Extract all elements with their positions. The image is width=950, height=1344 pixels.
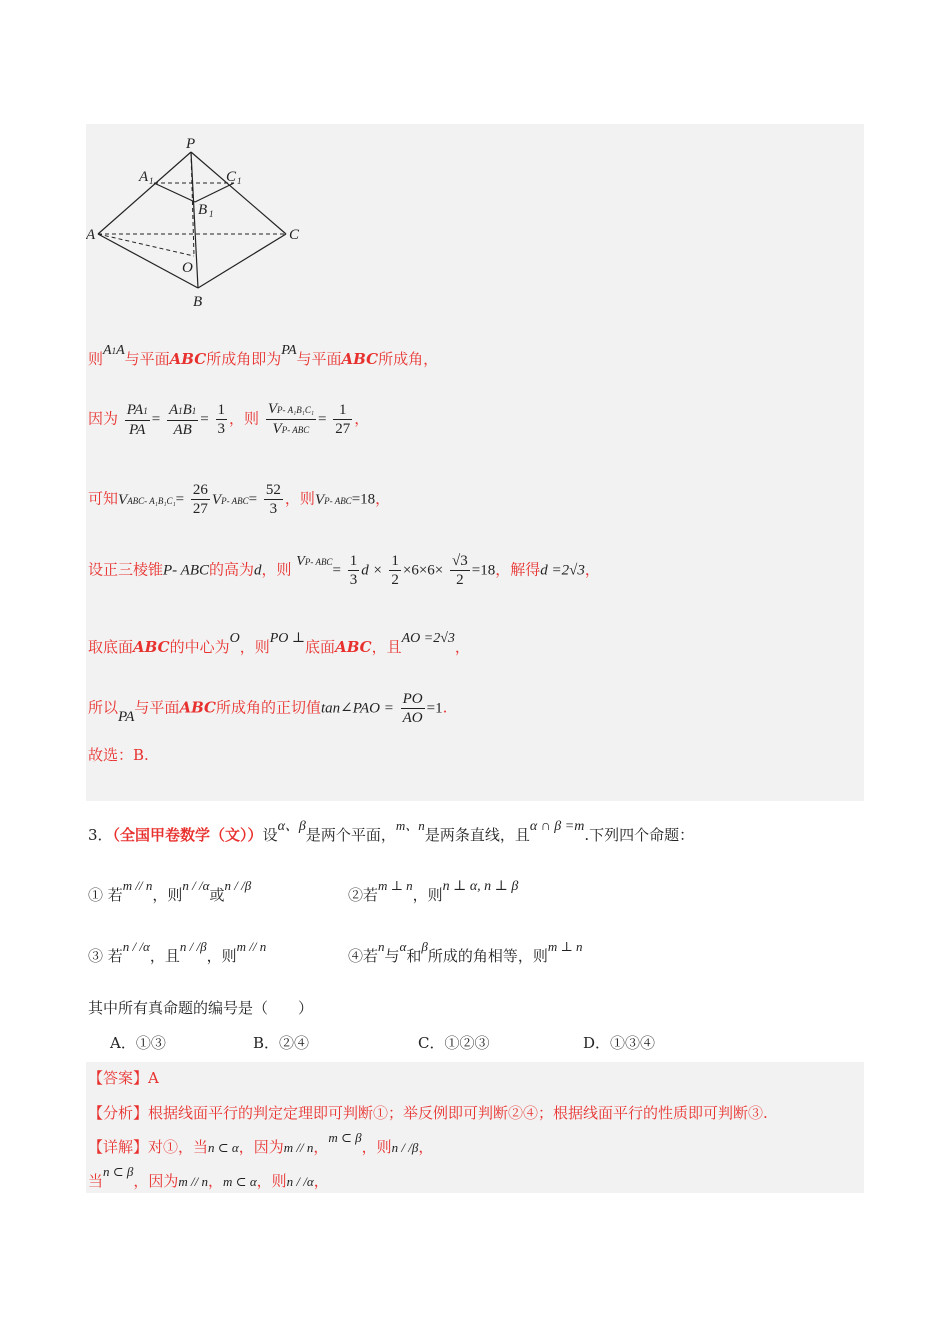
fraction-PO-AO: $\frac{PO}{AO}$ <box>402 691 423 726</box>
fraction-1-27: $\frac{1}{27}$ <box>335 402 351 437</box>
question-3-stem: 3．（全国甲卷数学（文））设α、β是两个平面，m、n是两条直线，且α ∩ β =m.下列四个命题： <box>88 818 695 844</box>
label-C1-sub: 1 <box>237 176 242 186</box>
label-A1: A <box>139 169 149 185</box>
proposition-2: ②若m ⊥ n，则n ⊥ α, n ⊥ β <box>348 878 519 904</box>
solution-line-6: 所以PA与平面ABC所成角的正切值tan∠PAO = $\frac{PO}{AO}$ =1. <box>88 691 448 726</box>
fraction-volume-ratio: $\frac{\text{VP- A₁B₁C₁}}{\text{VP- ABC}}$ <box>267 401 314 437</box>
label-A: A <box>86 227 96 243</box>
pyramid-diagram <box>86 132 316 312</box>
edge-A1B1 <box>154 183 195 202</box>
solution-line-5: 取底面ABC的中心为O，则PO ⊥底面ABC，且AO =2√3， <box>88 631 470 656</box>
option-b[interactable]: B．②④ <box>253 1034 310 1052</box>
detail-line-1: 【详解】对①，当n ⊂ α，因为m // n，m ⊂ β，则n / /β， <box>88 1130 434 1156</box>
fraction-PA1-PA: $\frac{PA1}{PA}$ <box>126 401 148 438</box>
edge-CB <box>198 234 286 288</box>
edge-PC <box>191 152 286 234</box>
option-d[interactable]: D．①③④ <box>583 1034 656 1052</box>
analysis-text: 【分析】根据线面平行的判定定理即可判断①；举反例即可判断②④；根据线面平行的性质即可判断③. <box>88 1104 768 1122</box>
fraction-26-27: $\frac{26}{27}$ <box>192 482 208 517</box>
label-O: O <box>182 260 193 276</box>
fraction-1-2: $\frac{1}{2}$ <box>391 553 399 588</box>
fraction-52-3: $\frac{52}{3}$ <box>265 482 281 517</box>
fraction-1-3: $\frac{1}{3}$ <box>217 402 226 437</box>
solution-line-4: 设正三棱锥P- ABC的高为d，则 VP- ABC= $\frac{1}{3}$ d × $\frac{1}{2}$ ×6×6× $\frac{√3}{2}$ =18，解得d =2√3， <box>88 553 600 588</box>
label-B: B <box>193 294 203 310</box>
proposition-3: ③ 若n / /α，且n / /β，则m // n <box>88 939 267 965</box>
detail-line-2: 当n ⊂ β，因为m // n，m ⊂ α，则n / /α， <box>88 1164 329 1190</box>
edge-C1B1 <box>195 183 234 202</box>
solution-line-3: 可知VABC- A₁B₁C₁= $\frac{26}{27}$ VP- ABC= $\frac{52}{3}$ ，则VP- ABC=18， <box>88 482 391 517</box>
label-C: C <box>289 227 300 243</box>
label-P: P <box>186 136 196 152</box>
label-B1-sub: 1 <box>209 209 214 219</box>
solution-conclusion: 故选：B. <box>88 746 149 764</box>
proposition-4: ④若n与α和β所成的角相等，则m ⊥ n <box>348 939 583 965</box>
option-a[interactable]: A．①③ <box>110 1034 166 1052</box>
label-A1-sub: 1 <box>149 176 154 186</box>
edge-PA <box>98 152 191 234</box>
proposition-1: ① 若m // n，则n / /α或n / /β <box>88 878 252 904</box>
fraction-sqrt3-2: $\frac{√3}{2}$ <box>452 553 468 588</box>
fraction-1-3b: $\frac{1}{3}$ <box>349 553 358 588</box>
label-B1: B <box>198 202 208 218</box>
question-ask: 其中所有真命题的编号是（ ） <box>88 999 314 1017</box>
segment-AO <box>98 234 194 256</box>
answer-label: 【答案】A <box>88 1069 159 1087</box>
solution-line-2: 因为 $\frac{PA1}{PA}$ = $\frac{A1B1}{AB}$ = $\frac{1}{3}$ ，则 $\frac{\text{VP- A₁B₁C₁}}{\text{VP- ABC}}$ = $\frac{1}{27}$ ， <box>88 401 370 438</box>
solution-line-1: 则A1A与平面ABC所成角即为PA与平面ABC所成角， <box>88 343 439 368</box>
fraction-A1B1-AB: $\frac{A1B1}{AB}$ <box>168 401 197 438</box>
option-c[interactable]: C．①②③ <box>418 1034 490 1052</box>
label-C1: C <box>226 169 237 185</box>
